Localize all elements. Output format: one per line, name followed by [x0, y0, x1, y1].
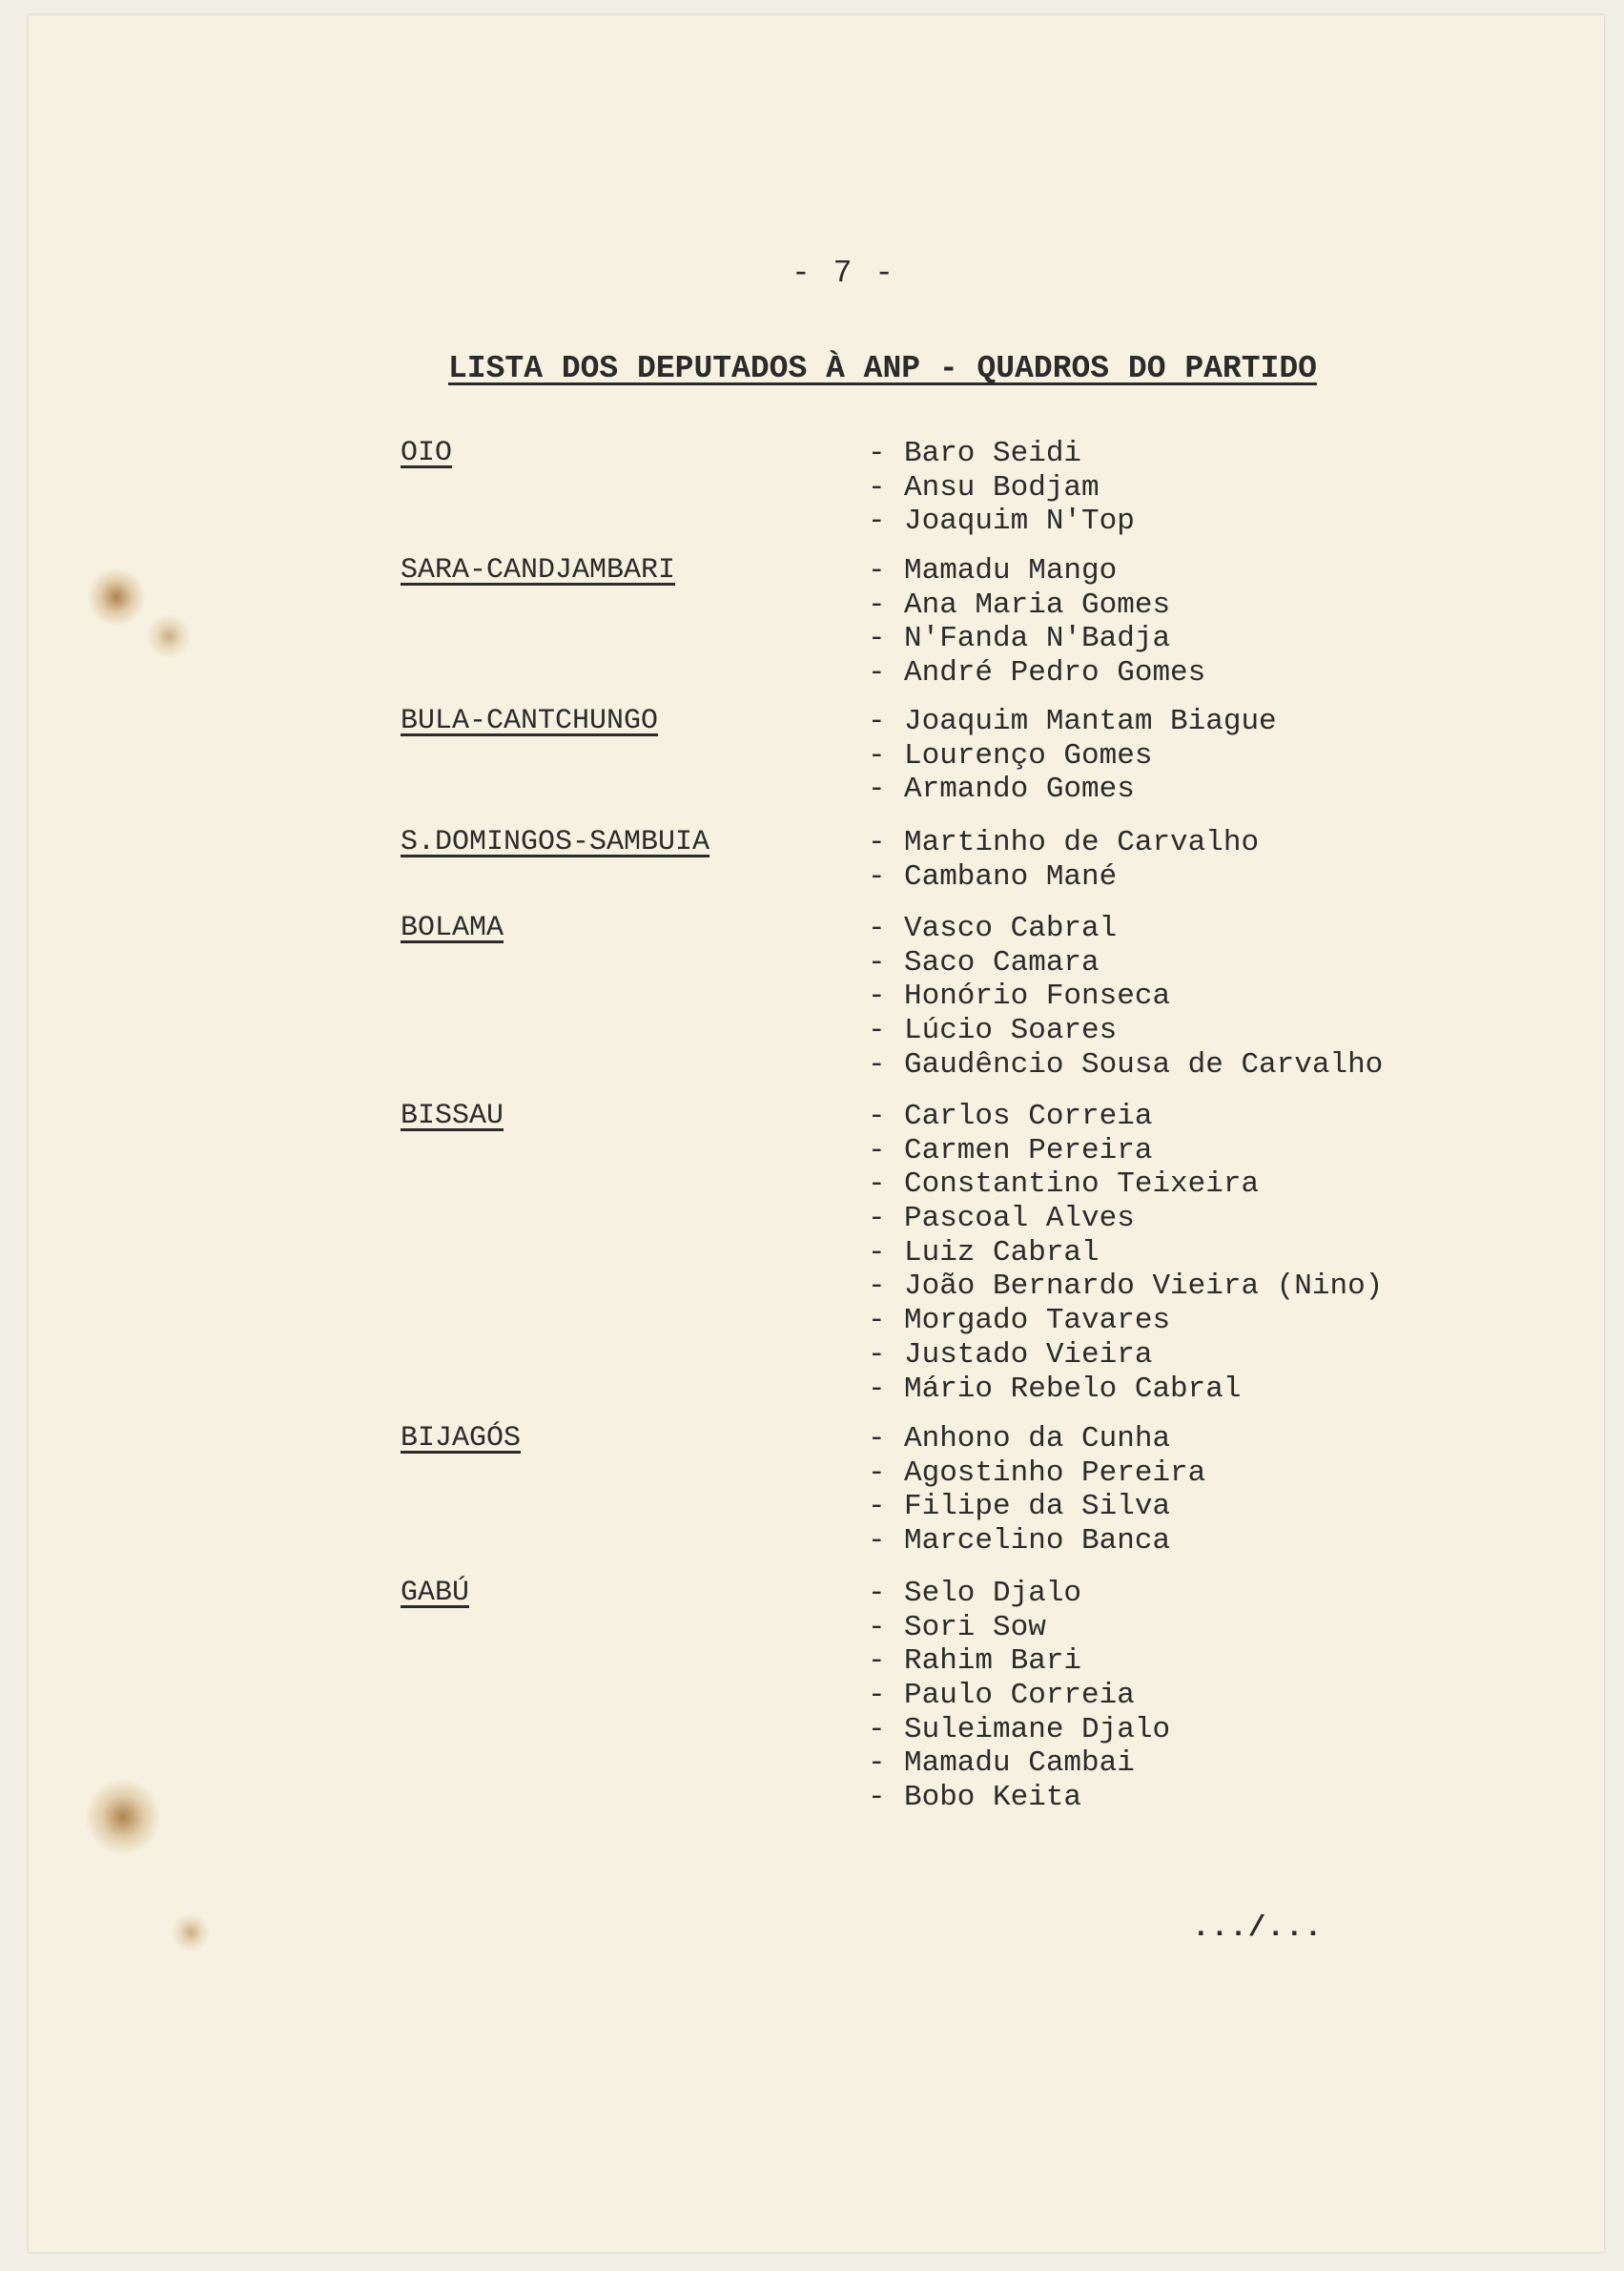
list-dash: - — [868, 505, 886, 539]
deputy-name: Vasco Cabral — [904, 912, 1118, 945]
deputy-entry — [868, 826, 1259, 860]
deputy-name: Baro Seidi — [904, 437, 1082, 470]
deputy-entry — [868, 1202, 1383, 1236]
deputy-entry — [868, 980, 1383, 1014]
list-dash: - — [868, 1047, 886, 1082]
region-name: BOLAMA — [401, 912, 504, 944]
deputy-list — [868, 1577, 1170, 1815]
deputy-list — [868, 826, 1259, 894]
deputy-entry — [868, 505, 1135, 539]
deputy-list — [868, 437, 1135, 539]
deputy-name: Marcelino Banca — [904, 1524, 1171, 1559]
list-dash: - — [868, 980, 886, 1014]
deputy-entry — [868, 860, 1259, 895]
list-dash: - — [868, 705, 886, 738]
deputy-name: Joaquim Mantam Biague — [904, 705, 1277, 738]
region-name: BULA-CANTCHUNGO — [401, 705, 659, 737]
deputy-list — [868, 912, 1383, 1082]
list-dash: - — [868, 1610, 886, 1644]
deputy-entry — [868, 946, 1383, 981]
deputy-entry — [868, 1422, 1205, 1456]
deputy-entry — [868, 739, 1277, 774]
deputy-name: Lourenço Gomes — [904, 738, 1153, 773]
region-name: BIJAGÓS — [401, 1422, 522, 1455]
deputy-name: Pascoal Alves — [904, 1202, 1135, 1236]
list-dash: - — [868, 1270, 886, 1304]
deputy-entry — [868, 1100, 1383, 1134]
deputy-name: Ansu Bodjam — [904, 470, 1100, 505]
list-dash: - — [868, 1235, 886, 1270]
deputy-entry — [868, 1373, 1383, 1407]
deputy-name: João Bernardo Vieira (Nino) — [904, 1270, 1384, 1304]
list-dash: - — [868, 1746, 886, 1781]
deputy-list — [868, 554, 1205, 691]
deputy-name: Joaquim N'Top — [904, 505, 1135, 539]
deputy-name: Selo Djalo — [904, 1577, 1082, 1610]
deputy-entry — [868, 1134, 1383, 1168]
list-dash: - — [868, 1490, 886, 1524]
deputy-name: Carmen Pereira — [904, 1133, 1153, 1167]
list-dash: - — [868, 1202, 886, 1236]
deputy-entry — [868, 1014, 1383, 1048]
deputy-list — [868, 705, 1277, 807]
deputy-name: Constantino Teixeira — [904, 1167, 1260, 1202]
list-dash: - — [868, 588, 886, 622]
list-dash: - — [868, 656, 886, 691]
deputy-name: Filipe da Silva — [904, 1490, 1171, 1524]
deputy-name: Bobo Keita — [904, 1781, 1082, 1815]
deputy-name: Saco Camara — [904, 945, 1100, 980]
deputy-list — [868, 1100, 1383, 1406]
list-dash: - — [868, 437, 886, 470]
stain-mark — [147, 614, 191, 658]
stain-mark — [88, 568, 145, 626]
deputy-name: Rahim Bari — [904, 1644, 1082, 1679]
page-title: LISTA DOS DEPUTADOS À ANP - QUADROS DO PARTIDO — [448, 351, 1317, 386]
deputy-name: Sori Sow — [904, 1610, 1046, 1644]
deputy-entry — [868, 1644, 1170, 1679]
deputy-entry — [868, 1781, 1170, 1815]
deputy-entry — [868, 1456, 1205, 1491]
deputy-name: Ana Maria Gomes — [904, 588, 1171, 622]
list-dash: - — [868, 1337, 886, 1372]
deputy-name: N'Fanda N'Badja — [904, 622, 1171, 656]
region-name: GABÚ — [401, 1577, 470, 1609]
deputy-name: Suleimane Djalo — [904, 1712, 1171, 1746]
list-dash: - — [868, 1781, 886, 1815]
list-dash: - — [868, 773, 886, 807]
deputy-name: Justado Vieira — [904, 1337, 1153, 1372]
list-dash: - — [868, 1712, 886, 1746]
region-name: SARA-CANDJAMBARI — [401, 554, 676, 587]
deputy-entry — [868, 1048, 1383, 1083]
list-dash: - — [868, 1456, 886, 1490]
region-name: OIO — [401, 437, 453, 469]
list-dash: - — [868, 1372, 886, 1406]
list-dash: - — [868, 1133, 886, 1167]
continuation-mark: .../... — [1192, 1911, 1324, 1945]
list-dash: - — [868, 912, 886, 945]
deputy-entry — [868, 1746, 1170, 1781]
deputy-name: Mário Rebelo Cabral — [904, 1372, 1242, 1406]
list-dash: - — [868, 859, 886, 894]
document-page — [29, 15, 1604, 2252]
deputy-entry — [868, 1490, 1205, 1524]
deputy-entry — [868, 1577, 1170, 1611]
list-dash: - — [868, 1167, 886, 1202]
list-dash: - — [868, 554, 886, 588]
deputy-name: Mamadu Cambai — [904, 1746, 1135, 1781]
deputy-entry — [868, 656, 1205, 691]
list-dash: - — [868, 1014, 886, 1048]
deputy-name: Carlos Correia — [904, 1100, 1153, 1133]
deputy-entry — [868, 1167, 1383, 1202]
deputy-entry — [868, 1611, 1170, 1645]
deputy-name: Cambano Mané — [904, 859, 1118, 894]
region-name: S.DOMINGOS-SAMBUIA — [401, 826, 710, 858]
list-dash: - — [868, 622, 886, 656]
deputy-entry — [868, 471, 1135, 506]
stain-mark — [86, 1780, 160, 1854]
deputy-entry — [868, 622, 1205, 656]
deputy-name: Paulo Correia — [904, 1679, 1135, 1713]
list-dash: - — [868, 826, 886, 859]
list-dash: - — [868, 1524, 886, 1559]
deputy-name: Anhono da Cunha — [904, 1422, 1171, 1456]
deputy-entry — [868, 1236, 1383, 1270]
stain-mark — [172, 1913, 210, 1951]
list-dash: - — [868, 1422, 886, 1456]
deputy-entry — [868, 1524, 1205, 1559]
deputy-entry — [868, 1270, 1383, 1304]
deputy-name: Mamadu Mango — [904, 554, 1118, 588]
list-dash: - — [868, 1304, 886, 1338]
deputy-name: Gaudêncio Sousa de Carvalho — [904, 1047, 1384, 1082]
deputy-entry — [868, 554, 1205, 588]
deputy-name: Honório Fonseca — [904, 980, 1171, 1014]
deputy-entry — [868, 437, 1135, 471]
deputy-list — [868, 1422, 1205, 1559]
deputy-name: Luiz Cabral — [904, 1235, 1100, 1270]
list-dash: - — [868, 1644, 886, 1679]
page-number: - 7 - — [791, 256, 896, 291]
deputy-entry — [868, 1304, 1383, 1338]
list-dash: - — [868, 1100, 886, 1133]
deputy-entry — [868, 773, 1277, 807]
deputy-entry — [868, 588, 1205, 623]
deputy-name: Morgado Tavares — [904, 1304, 1171, 1338]
deputy-entry — [868, 705, 1277, 739]
list-dash: - — [868, 738, 886, 773]
list-dash: - — [868, 1679, 886, 1713]
deputy-entry — [868, 1338, 1383, 1373]
deputy-name: André Pedro Gomes — [904, 656, 1206, 691]
deputy-entry — [868, 912, 1383, 946]
deputy-name: Lúcio Soares — [904, 1014, 1118, 1048]
deputy-name: Armando Gomes — [904, 773, 1135, 807]
list-dash: - — [868, 945, 886, 980]
region-name: BISSAU — [401, 1100, 504, 1132]
deputy-name: Martinho de Carvalho — [904, 826, 1260, 859]
list-dash: - — [868, 1577, 886, 1610]
list-dash: - — [868, 470, 886, 505]
deputy-entry — [868, 1679, 1170, 1713]
deputy-entry — [868, 1713, 1170, 1747]
deputy-name: Agostinho Pereira — [904, 1456, 1206, 1490]
